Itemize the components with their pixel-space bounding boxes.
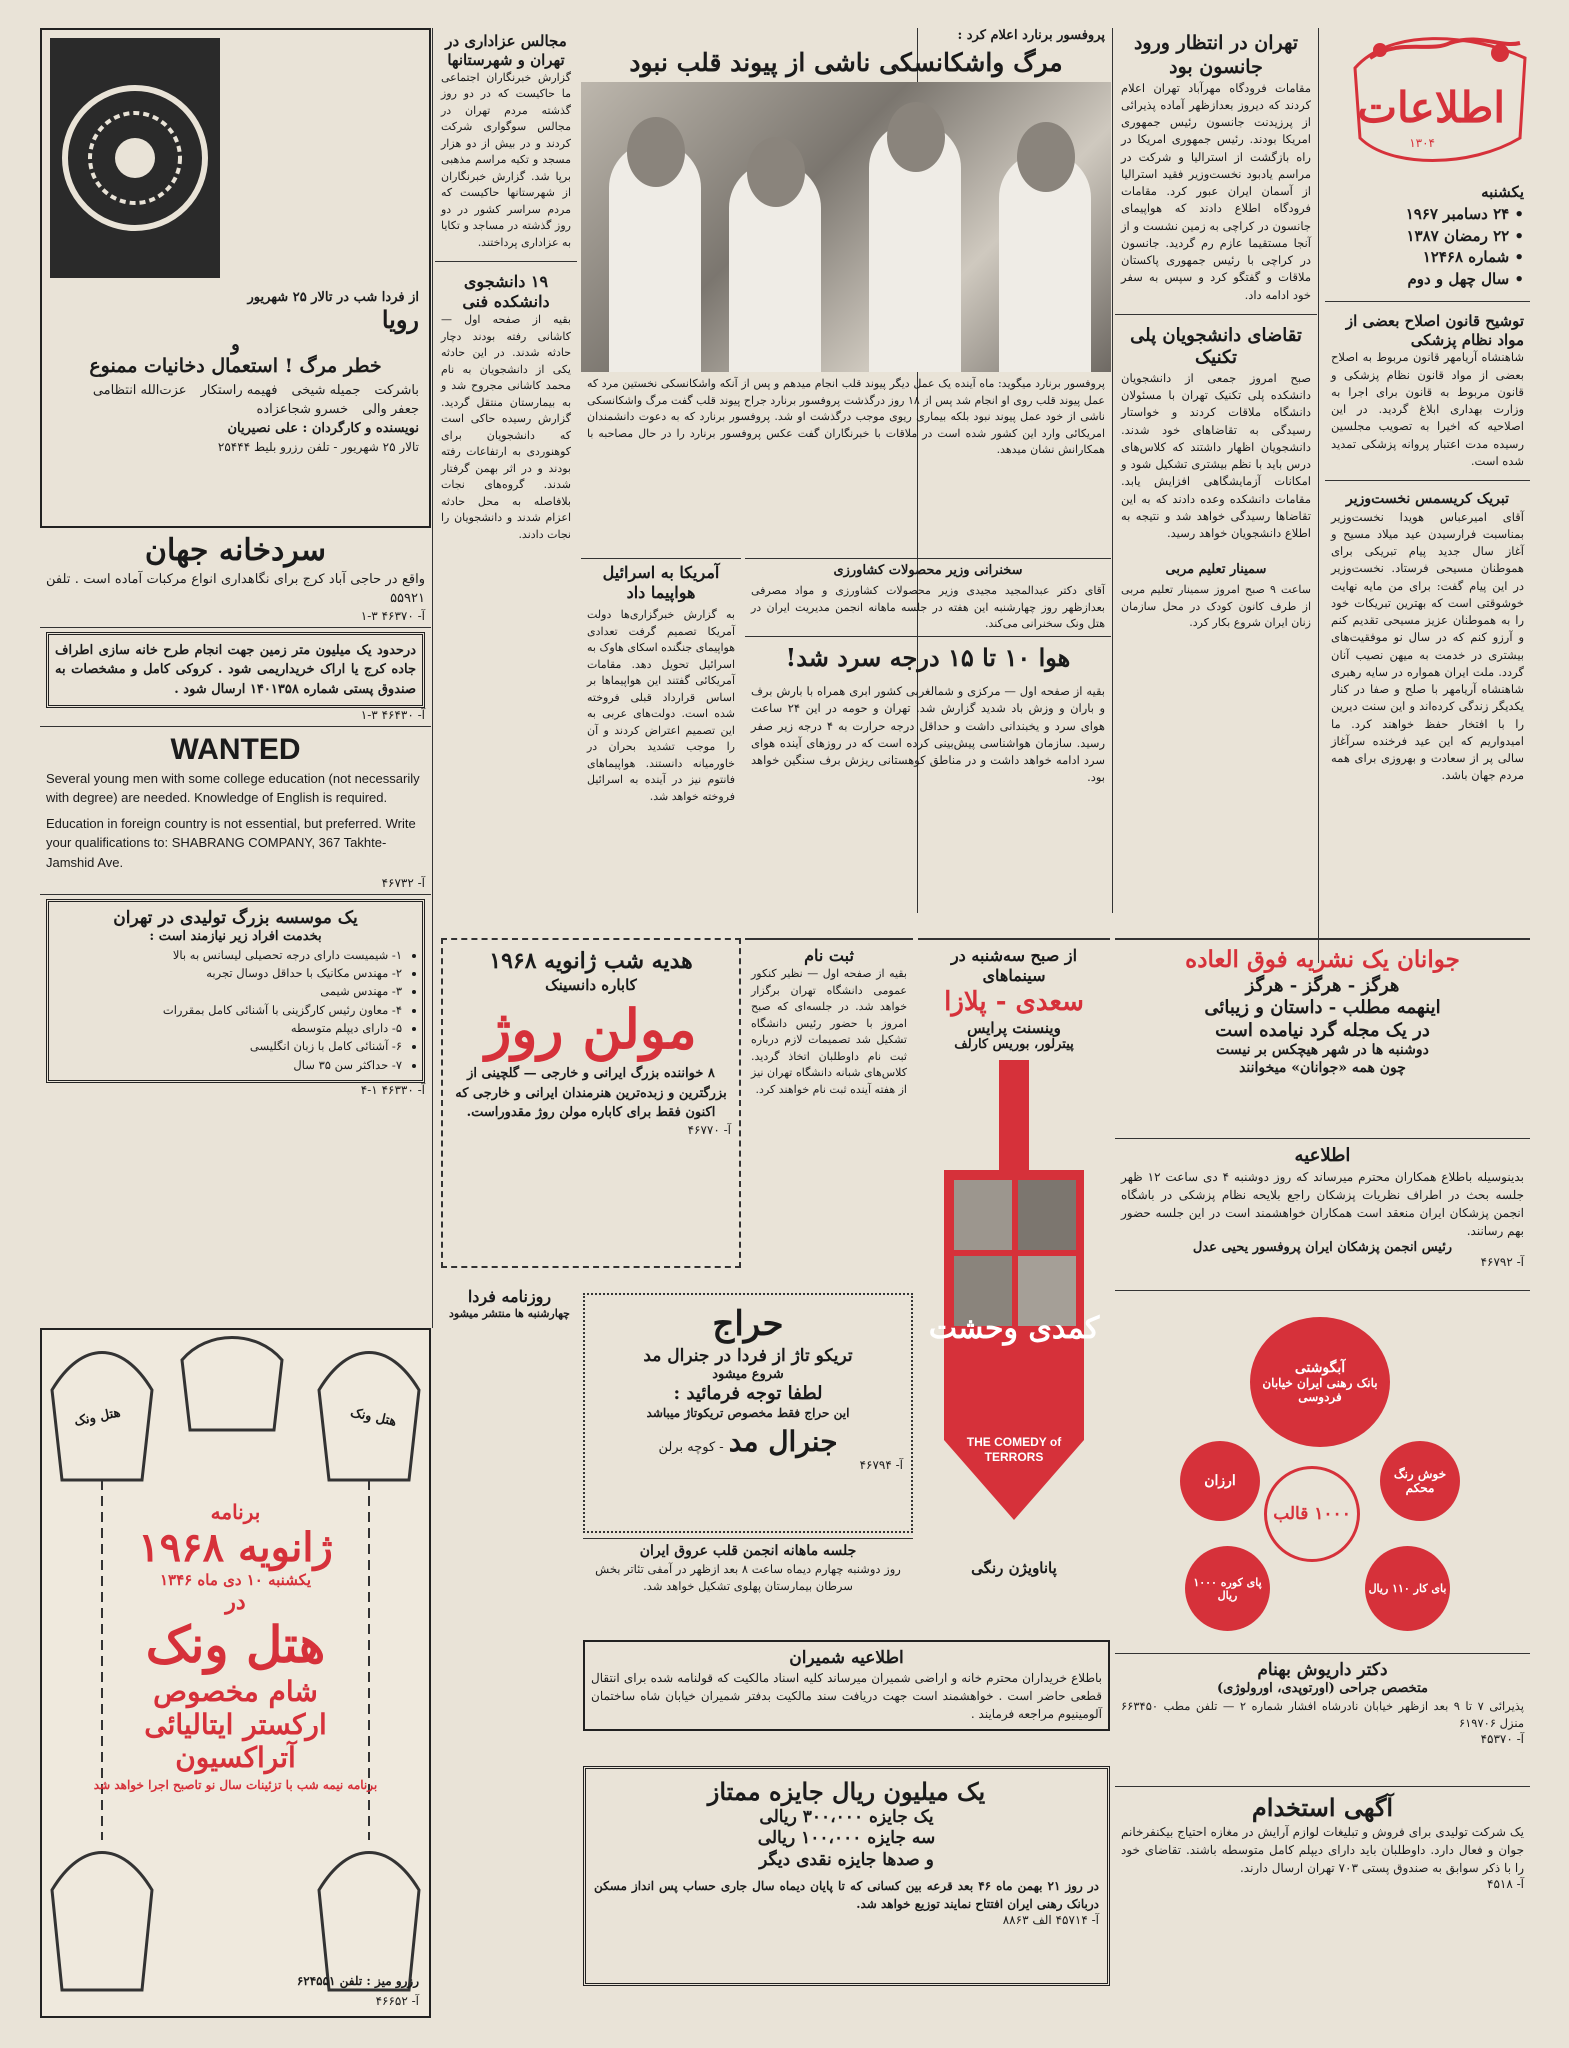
notice-body: بدینوسیله باطلاع همکاران محترم میرساند که روز دوشنبه ۴ دی ساعت ۱۲ ظهر جلسه بحث در اطراف نظریات پزشکان راجع بلایحه نظام پزشکی در باشگاه انجمن پزشکان ایران منعقد است همکاران خواهشمند است در این جلسه حضور بهم رسانند. xyxy=(1121,1169,1524,1238)
cinema-ad xyxy=(918,938,1110,1638)
cold-storage-title: سردخانه جهان xyxy=(144,533,327,568)
notice-sign: رئیس انجمن پزشکان ایران پروفسور یحیی عدل xyxy=(1192,1239,1453,1255)
land-ad xyxy=(40,628,431,727)
job-item: • ۷- حداکثر سن ۳۵ سال xyxy=(55,1056,402,1074)
auction-title: حراج xyxy=(712,1304,784,1344)
prize-ref: آ- ۴۵۷۱۴ الف ۸۸۶۳ xyxy=(1002,1912,1099,1927)
job-item: • ۴- معاون رئیس کارگزینی با آشنائی کامل بمقررات xyxy=(55,1001,402,1019)
tomorrow-ad xyxy=(441,1283,578,1325)
hotel-vanak-ad xyxy=(40,1328,431,2018)
auction-line-2: شروع میشود xyxy=(712,1366,784,1382)
cinema-film: کمدی وحشت xyxy=(928,1311,1100,1346)
prize-body: در روز ۲۱ بهمن ماه ۴۶ بعد قرعه بین کسانی که تا پایان دیماه سال جاری حساب پس انداز مسکن دربانک رهنی ایران افتتاح نمایند توزیع خواهد شد. xyxy=(594,1878,1099,1911)
left-column xyxy=(40,28,431,1101)
farmers-article xyxy=(745,558,1111,637)
cinema-color: پاناویژن رنگی xyxy=(971,1559,1057,1578)
heart-title: جلسه ماهانه انجمن قلب عروق ایران xyxy=(639,1543,857,1559)
notice-title: اطلاعیه xyxy=(1294,1145,1351,1166)
cookware-sub: بانک رهنی ایران خیابان فردوسی xyxy=(1262,1376,1378,1404)
mourning-title: مجالس عزاداری در تهران و شهرستانها xyxy=(445,32,567,69)
wanted-body: Several young men with some college education (not necessarily with degree) are needed. Knowledge of English is required. xyxy=(46,770,420,805)
hotel-in: در xyxy=(225,1589,246,1615)
newyear-name: مولن روژ xyxy=(485,997,697,1062)
issue-info xyxy=(1325,178,1530,295)
newyear-ref: آ- ۴۶۷۷۰ xyxy=(687,1122,731,1137)
theater-venue: تالار ۲۵ شهریور - تلفن رزرو بلیط ۲۵۴۴۴ xyxy=(217,440,419,454)
farmers-body: آقای دکتر عبدالمجید مجیدی وزیر محصولات کشاورزی و مواد مصرفی بعدازظهر روز چهارشنبه این هفته در جلسه ماهانه انجمن مدیریت ایران در هتل ونک سخنرانی می‌کند. xyxy=(751,584,1105,631)
cast-list xyxy=(52,383,419,417)
hotel-note: برنامه نیمه شب با تزئینات سال نو تاصبح اجرا خواهد شد xyxy=(93,1778,378,1792)
auction-addr: - کوچه برلن xyxy=(658,1439,724,1455)
job-item: • ۶- آشنائی کامل با زبان انگلیسی xyxy=(55,1037,402,1055)
medical-law-body: شاهنشاه آریامهر قانون مربوط به اصلاح بعضی از مواد قانون نظام پزشکی و قانون مربوط به قانون برای اجرا به وزارت بهداری ابلاغ گردید. در این اصلاحیه که اخیرا به تصویب مجلسین رسیده مدت اعتبار پروانه پزشکی تمدید شده است. xyxy=(1331,350,1524,468)
youth-line-5: چون همه «جوانان» میخوانند xyxy=(1239,1059,1406,1076)
heart-body: روز دوشنبه چهارم دیماه ساعت ۸ بعد ازظهر در آمفی تئاتر بخش سرطان بیمارستان پهلوی تشکیل خواهد شد. xyxy=(595,1561,901,1593)
doctor-title: دکتر داریوش بهنام xyxy=(1257,1660,1388,1680)
mourning-column xyxy=(435,28,577,547)
christmas-body: آقای امیرعباس هویدا نخست‌وزیر بمناسبت فرارسیدن عید میلاد مسیح و آغاز سال جدید پیام تبریکی برای هموطنان مسیحی فرستاد. نخست‌وزیر در این پیام گفت: برای من مایه نهایت خوشوقتی است که بهترین تبریکات خود را به هموطنان عزیز مسیحی تقدیم کنم و آرزو کنم که در سال نو موفقیت‌های بیشتری در خدمت به میهن نصیب آنان گردد. ملت ایران همواره در سایه رهبری شاهنشاه آریامهر با صلح و صفا در کنار یکدیگر زندگی کرده‌اند و این سنت دیرین را با افتخار حفظ خواهند کرد. ما امیدواریم که این عید فرخنده سرآغاز سالی پر از سعادت و بهروزی برای همه مردم جهان باشد. xyxy=(1331,509,1524,783)
students19-article xyxy=(435,268,577,547)
cookware-pill: ارزان xyxy=(1180,1441,1260,1521)
land-body: درحدود یک میلیون متر زمین جهت انجام طرح خانه سازی اطراف جاده کرج یا اراک خریداریمی شود . کروکی کامل و مشخصات به صندوق پستی شماره ۱۴۰۱۳۵۸ ارسال شود . xyxy=(46,632,425,709)
youth-line-4: دوشنبه ها در شهر هیچکس بر نیست xyxy=(1216,1042,1429,1059)
weather-body: بقیه از صفحه اول — مرکزی و شمالغربی کشور ابری همراه با بارش برف و باران و وزش باد شدید گزارش شد. تهران و حومه در این ۲۴ ساعت هوای سرد و یخبندانی داشت و حداقل درجه حرارت به ۴ درجه زیر صفر رسید. سازمان هواشناسی پیش‌بینی کرده است که در روزهای آینده هوای سرد ادامه خواهد داشت و در مناطق کوهستانی ریزش برف سنگین خواهد بود. xyxy=(751,684,1105,785)
newyear-title: هدیه شب ژانویه ۱۹۶۸ xyxy=(489,948,693,974)
main-headline: مرگ واشکانسکی ناشی از پیوند قلب نبود xyxy=(629,48,1063,77)
auction-store: جنرال مد xyxy=(728,1424,838,1458)
main-byline: پروفسور برنارد اعلام کرد : xyxy=(957,28,1105,43)
cinema-top: از صبح سه‌شنبه در سینماهای xyxy=(950,946,1078,985)
hotel-name: هتل ونک xyxy=(145,1615,326,1674)
issue-date-1: • ۲۴ دسامبر ۱۹۶۷ xyxy=(1405,204,1524,223)
cinema-cast-2: پیترلور، بوریس کارلف xyxy=(954,1037,1074,1053)
wanted-ad xyxy=(40,726,431,894)
cookware-pill: خوش رنگ محکم xyxy=(1380,1441,1460,1521)
hire-ad xyxy=(1115,1786,1530,1897)
job-item: • ۲- مهندس مکانیک با حداقل دوسال تجربه xyxy=(55,964,402,982)
medical-law-article xyxy=(1325,308,1530,474)
tehran-article xyxy=(1115,28,1317,308)
hotel-orchestra: ارکستر ایتالیائی xyxy=(144,1708,327,1741)
issue-date-2: • ۲۲ رمضان ۱۳۸۷ xyxy=(1406,226,1524,245)
theater-text xyxy=(52,290,419,454)
youth-title: جوانان یک نشریه فوق العاده xyxy=(1185,946,1460,973)
cookware-pill: بای کار ۱۱۰ ریال xyxy=(1365,1546,1450,1631)
hotel-content xyxy=(82,1500,389,1792)
cold-storage-ref: آ- ۴۶۳۷۰ ۳-۱ xyxy=(360,608,425,623)
cookware-pill: پای کوره ۱۰۰۰ ریال xyxy=(1185,1546,1270,1631)
polytechnic-title: تقاضای دانشجویان پلی تکنیک xyxy=(1130,324,1302,369)
weather-article xyxy=(745,636,1111,791)
wanted-ref: آ- ۴۶۷۳۲ xyxy=(381,876,425,890)
doctor-ref: آ- ۴۵۳۷۰ xyxy=(1480,1732,1524,1746)
mourning-body: گزارش خبرنگاران اجتماعی ما حاکیست که در دو روز گذشته مردم تهران در مجالس سوگواری شرکت کردند و در بیش از دو هزار مسجد و تکیه مراسم مذهبی برپا شد. گزارش خبرنگاران از شهرستانها حاکیست که مردم سراسر کشور در دو روز گذشته در مساجد و تکایا به عزاداری پرداختند. xyxy=(441,70,571,249)
column-rule xyxy=(1318,28,1319,963)
jobs-box xyxy=(46,899,425,1083)
hotel-date: ژانویه ۱۹۶۸ xyxy=(138,1524,333,1571)
auction-line-3: لطفا توجه فرمائید : xyxy=(673,1383,823,1404)
cast-label: باشرکت xyxy=(374,383,419,398)
shemiran-title: اطلاعیه شمیران xyxy=(789,1648,904,1668)
register-article xyxy=(745,938,913,1104)
jobs-title: یک موسسه بزرگ تولیدی در تهران xyxy=(113,908,358,928)
medical-law-title: توشیح قانون اصلاح بعضی از مواد نظام پزشکی xyxy=(1345,311,1524,349)
issue-date-3: • شماره ۱۲۴۶۸ xyxy=(1422,248,1524,267)
auction-line-1: تریکو تاژ از فردا در جنرال مد xyxy=(643,1345,853,1366)
wanted-body-2: Education in foreign country is not essential, but preferred. Write your qualifications to: SHABRANG COMPANY, 367 Takhte-Jamshid Ave. xyxy=(46,815,416,870)
hotel-ref: آ- ۴۶۶۵۲ xyxy=(375,1994,419,2008)
israel-article xyxy=(581,558,741,809)
hire-title: آگهی استخدام xyxy=(1251,1793,1394,1822)
prize-ad xyxy=(583,1766,1110,1986)
logo-year: ۱۳۰۴ xyxy=(1409,136,1435,150)
issue-day: یکشنبه xyxy=(1481,183,1524,201)
tehran-title: تهران در انتظار ورود جانسون بود xyxy=(1133,32,1299,78)
cookware-top-circle xyxy=(1250,1317,1390,1447)
doctor-body: پذیرائی ۷ تا ۹ بعد ازظهر خیابان نادرشاه افشار شماره ۲ — تلفن مطب ۶۶۳۴۵۰ منزل ۶۱۹۷۰۶ xyxy=(1121,1698,1525,1730)
youth-magazine-ad xyxy=(1115,938,1530,1083)
weather-title: هوا ۱۰ تا ۱۵ درجه سرد شد! xyxy=(785,643,1071,672)
seminar-title: سمینار تعلیم مربی xyxy=(1165,562,1267,577)
auction-ad xyxy=(583,1293,913,1533)
jobs-ad xyxy=(40,894,431,1101)
christmas-article xyxy=(1325,487,1530,789)
hotel-top: برنامه xyxy=(210,1500,261,1524)
hotel-attraction: آتراکسیون xyxy=(175,1741,296,1774)
seminar-article xyxy=(1115,558,1317,636)
hotel-dinner: شام مخصوص xyxy=(153,1675,318,1708)
notice-ref: آ- ۴۶۷۹۲ xyxy=(1480,1254,1524,1269)
tomorrow-title: روزنامه فردا xyxy=(467,1287,552,1306)
farmers-title: سخنرانی وزیر محصولات کشاورزی xyxy=(833,563,1023,578)
students19-body: بقیه از صفحه اول — کاشانی رفته بودند دچار حادثه شدند. در این حادثه یکی از دانشجویان به نام محمد کاشانی مجروح شد و به بیمارستان منتقل گردید. گزارش رسیده حاکی است که دانشجویان برای کوهنوردی به ارتفاعات رفته بودند و در اثر بهمن گرفتار شدند. گروه‌های نجات بلافاصله به محل حادثه اعزام شدند و دانشجویان را نجات دادند. xyxy=(441,313,571,541)
israel-title: آمریکا به اسرائیل هواپیما داد xyxy=(602,563,720,602)
cast-member: فهیمه راستکار xyxy=(200,383,278,398)
cookware-center: ۱۰۰۰ قالب xyxy=(1264,1466,1360,1562)
doctor-sub: متخصص جراحی (اورتوپدی، اورولوژی) xyxy=(1217,1681,1428,1697)
moulin-rouge-ad xyxy=(441,938,741,1268)
auction-ref: آ- ۴۶۷۹۴ xyxy=(859,1457,903,1472)
hotel-badge: هتل ونک xyxy=(349,1405,399,1430)
auction-line-4: این حراج فقط مخصوص تریکوتاژ میباشد xyxy=(646,1405,850,1420)
cast-member: جعفر والی xyxy=(362,402,419,417)
cold-storage-ad xyxy=(40,528,431,628)
newyear-cabaret: کاباره دانسینک xyxy=(545,975,637,994)
theater-title: رویا xyxy=(381,305,419,334)
cookware-ad xyxy=(1115,1290,1530,1651)
main-story xyxy=(581,28,1111,463)
theater-slogan: خطر مرگ ! استعمال دخانیات ممنوع xyxy=(89,355,382,377)
prize-line-1: یک جایزه ۳۰۰،۰۰۰ ریالی xyxy=(759,1807,934,1827)
logo-text: اطلاعات xyxy=(1357,83,1505,132)
christmas-title: تبریک کریسمس نخست‌وزیر xyxy=(1345,491,1510,507)
prize-line-3: و صدها جایزه نقدی دیگر xyxy=(759,1849,934,1870)
job-item: • ۳- مهندس شیمی xyxy=(55,982,402,1000)
shemiran-notice xyxy=(583,1640,1110,1731)
hotel-badge: هتل ونک xyxy=(72,1405,122,1430)
column-rule xyxy=(1112,28,1113,913)
jobs-ref: آ- ۴۶۳۳۰ ۱-۴ xyxy=(360,1083,425,1098)
doctor-ad xyxy=(1115,1653,1530,1752)
theater-top: از فردا شب در تالار ۲۵ شهریور xyxy=(247,290,419,305)
cinema-en: THE COMEDY of TERRORS xyxy=(966,1435,1062,1464)
cold-storage-body: واقع در حاجی آباد کرج برای نگاهداری انواع مرکبات آماده است . تلفن ۵۵۹۲۱ xyxy=(46,571,425,606)
newyear-body: ۸ خواننده بزرگ ایرانی و خارجی — گلچینی از بزرگترین و زبده‌ترین هنرمندان ایرانی و خارجی که اکنون فقط برای کاباره مولن روژ مقدوراست. xyxy=(455,1066,727,1121)
register-body: بقیه از صفحه اول — نظیر کنکور عمومی دانشگاه تهران برگزار خواهد شد. در جلسه‌ای که صبح امروز با حضور رئیس دانشگاه تشکیل شد تصمیمات لازم درباره ثبت نام داوطلبان اتخاذ گردید. کلاس‌های شبانه دانشگاه تهران نیز از هفته آینده ثبت نام خواهند کرد. xyxy=(751,967,907,1096)
polytechnic-article xyxy=(1115,321,1317,547)
cast-member: عزت‌الله انتظامی xyxy=(92,383,187,398)
hire-body: یک شرکت تولیدی برای فروش و تبلیغات لوازم آرایش در مغازه احتیاج بیکنفرخانم جوان و فعال دارد. داوطلبان باید دارای دیپلم کامل متوسطه باشند. تقاضای خود را با ذکر سوابق به صندوق پستی ۷۰۳ تهران ارسال دارند. xyxy=(1121,1825,1524,1875)
hire-ref: آ- ۴۵۱۸ xyxy=(1487,1877,1524,1891)
students19-title: ۱۹ دانشجوی دانشکده فنی xyxy=(462,272,550,311)
column-two xyxy=(1115,28,1317,546)
cinema-name: سعدی - پلازا xyxy=(944,987,1084,1017)
cast-member: جمیله شیخی xyxy=(291,383,361,398)
jobs-list xyxy=(55,946,416,1075)
mourning-article xyxy=(435,28,577,255)
jobs-sub: بخدمت افراد زیر نیازمند است : xyxy=(149,929,322,945)
tehran-body: مقامات فرودگاه مهرآباد تهران اعلام کردند که دیروز بعدازظهر آماده پذیرائی از پرزیدنت جانسون رئیس جمهوری امریکا بودند. رئیس جمهوری امریکا در راه بازگشت از استرالیا و شرکت در مراسم یادبود نخست‌وزیر فقید استرالیا از آسمان ایران عبور کرد. مقامات فرودگاه اطلاع دادند که هواپیمای جانسون در کراچی به زمین نشست و از آنجا مستقیما عازم رم گردید. جانسون در کراچی با رئیس جمهوری پاکستان ملاقات و گفتگو کرد و سپس به سفر خود ادامه داد. xyxy=(1121,80,1311,302)
column-rule xyxy=(432,28,433,1328)
main-body: پروفسور برنارد میگوید: ماه آینده یک عمل دیگر پیوند قلب انجام میدهم و پس از آنکه واشکانسکی نخستین مرد که عمل پیوند قلب روی او انجام شد پس از ۱۸ روز درگذشت پروفسور برنارد جراح پیوند قلب گفت مرگ واشکانسکی ناشی از خود عمل پیوند نبود بلکه بیماری ریوی موجب درگذشت او شد. پروفسور برنارد که به دعوت دانشمندان امریکائی وارد این کشور شده است در ملاقات با خبرنگاران گفت عکس پروفسور برنارد را در حال مصاحبه با همکارانش نشان میدهد. xyxy=(587,377,1105,457)
newspaper-page xyxy=(40,28,1530,2023)
masthead-column xyxy=(1325,28,1530,789)
ornament-icon xyxy=(50,38,220,278)
hotel-date-2: یکشنبه ۱۰ دی ماه ۱۳۴۶ xyxy=(159,1571,312,1589)
youth-line-1: هرگز - هرگز - هرگز xyxy=(1245,974,1400,996)
polytechnic-body: صبح امروز جمعی از دانشجویان دانشکده پلی تکنیک تهران با مسئولان دانشگاه ملاقات کردند و خواستار رسیدگی به تقاضاهای خود شدند. دانشجویان اظهار داشتند که کلاس‌های درس باید با نظم بیشتری تشکیل شود و امکانات آزمایشگاهی افزایش یابد. مقامات دانشکده وعده دادند که به این تقاضاها رسیدگی خواهد شد و نتیجه به اطلاع دانشجویان خواهد رسید. xyxy=(1121,370,1311,540)
hotel-reserve: رزرو میز : تلفن ۶۲۴۵۵۱ xyxy=(296,1974,419,1988)
theater-and: و xyxy=(231,334,240,355)
cookware-title: آبگوشتی xyxy=(1294,1360,1346,1376)
land-ref: آ- ۴۶۴۳۰ ۳-۱ xyxy=(360,708,425,722)
cast-member: خسرو شجاعزاده xyxy=(256,402,349,417)
tomorrow-body: چهارشنبه ها منتشر میشود xyxy=(449,1307,570,1320)
register-title: ثبت نام xyxy=(804,946,854,965)
prize-title: یک میلیون ریال جایزه ممتاز xyxy=(707,1777,986,1806)
youth-line-3: در یک مجله گرد نیامده است xyxy=(1215,1019,1430,1041)
heart-meeting xyxy=(583,1538,913,1599)
youth-line-2: اینهمه مطلب - داستان و زیبائی xyxy=(1204,997,1441,1019)
cinema-cast: وینسنت پرایس xyxy=(967,1018,1061,1037)
doctors-notice xyxy=(1115,1138,1530,1275)
israel-body: به گزارش خبرگزاری‌ها دولت آمریکا تصمیم گرفت تعدادی هواپیمای جنگنده اسکای هاوک به اسرائیل تحویل دهد. مقامات آمریکائی گفتند این هواپیماها بر اساس قرارداد قبلی فروخته شده است. دولت‌های عربی به این تصمیم اعتراض کردند و آن را موجب تشدید بحران در خاورمیانه دانستند. هواپیماهای فانتوم نیز در آینده به اسرائیل فروخته خواهد شد. xyxy=(587,608,735,803)
logo xyxy=(1325,28,1530,178)
seminar-body: ساعت ۹ صبح امروز سمینار تعلیم مربی از طرف کانون کودک در محل سازمان زنان ایران شروع بکار کرد. xyxy=(1121,583,1311,630)
news-photo xyxy=(581,82,1111,372)
job-item: • ۱- شیمیست دارای درجه تحصیلی لیسانس به بالا xyxy=(55,946,402,964)
wanted-title: WANTED xyxy=(170,733,301,766)
shemiran-body: باطلاع خریداران محترم خانه و اراضی شمیران میرساند کلیه اسناد مالکیت که قولنامه شده برای انتقال قطعی حاضر است . خواهشمند است جهت دریافت سند مالکیت بدفتر شمیران خیابان شاه ساختمان آلومینیوم مراجعه فرمایند . xyxy=(591,1671,1103,1722)
theater-director: نویسنده و کارگردان : علی نصیریان xyxy=(227,421,419,436)
job-item: • ۵- دارای دیپلم متوسطه xyxy=(55,1019,402,1037)
theater-ad xyxy=(40,28,431,528)
prize-line-2: سه جایزه ۱۰۰،۰۰۰ ریالی xyxy=(757,1828,936,1849)
issue-date-4: • سال چهل و دوم xyxy=(1407,270,1524,288)
